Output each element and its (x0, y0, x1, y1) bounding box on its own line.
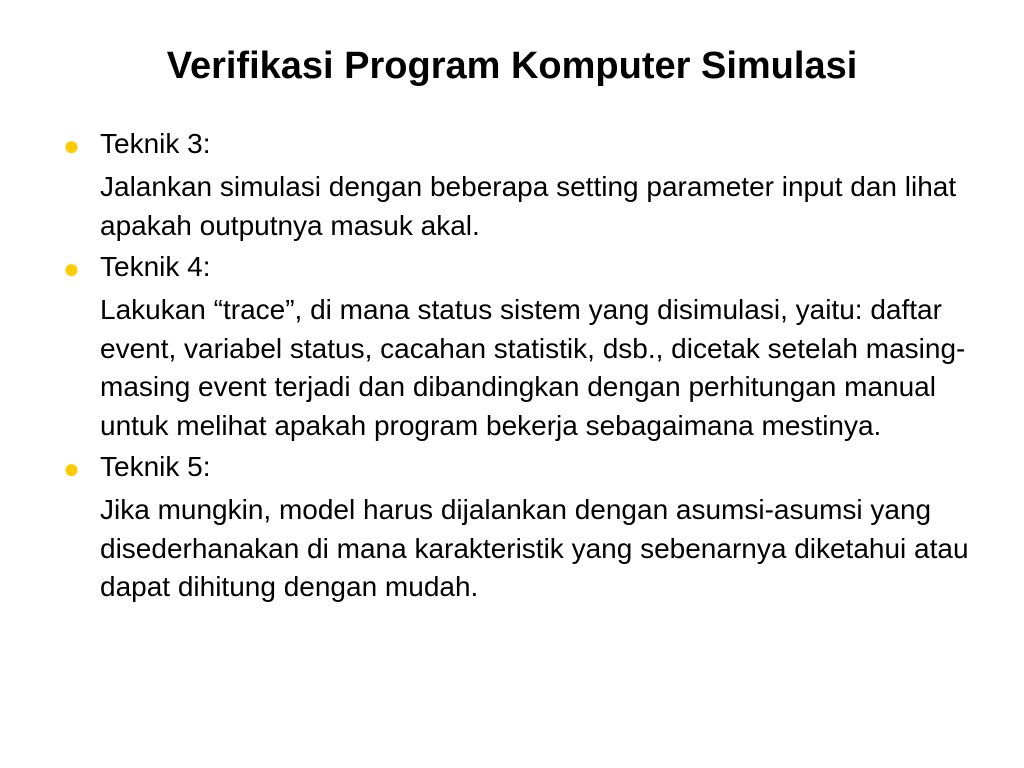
list-item-teknik-4 (60, 250, 980, 445)
item-body: Jalankan simulasi dengan beberapa setting parameter input dan lihat apakah outputnya masuk akal. (100, 171, 957, 241)
item-heading: Teknik 5: (100, 451, 211, 482)
item-body: Lakukan “trace”, di mana status sistem yang disimulasi, yaitu: daftar event, variabel status, cacahan statistik, dsb., dicetak setelah masing-masing event terjadi dan dibandingkan dengan perhitungan manual untuk melihat apakah program bekerja sebagaimana mestinya. (100, 294, 966, 441)
bullet-dot-icon: ● (63, 453, 80, 484)
item-heading: Teknik 3: (100, 128, 211, 159)
bullet-dot-icon: ● (63, 130, 80, 161)
slide-title: Verifikasi Program Komputer Simulasi (166, 45, 858, 87)
bullet-list (60, 127, 980, 612)
item-heading: Teknik 4: (100, 251, 211, 282)
list-item-teknik-5 (60, 450, 980, 607)
bullet-dot-icon: ● (63, 253, 80, 284)
item-body: Jika mungkin, model harus dijalankan dengan asumsi-asumsi yang disederhanakan di mana karakteristik yang sebenarnya diketahui atau dapat dihitung dengan mudah. (100, 494, 969, 602)
list-item-teknik-3 (60, 127, 980, 245)
